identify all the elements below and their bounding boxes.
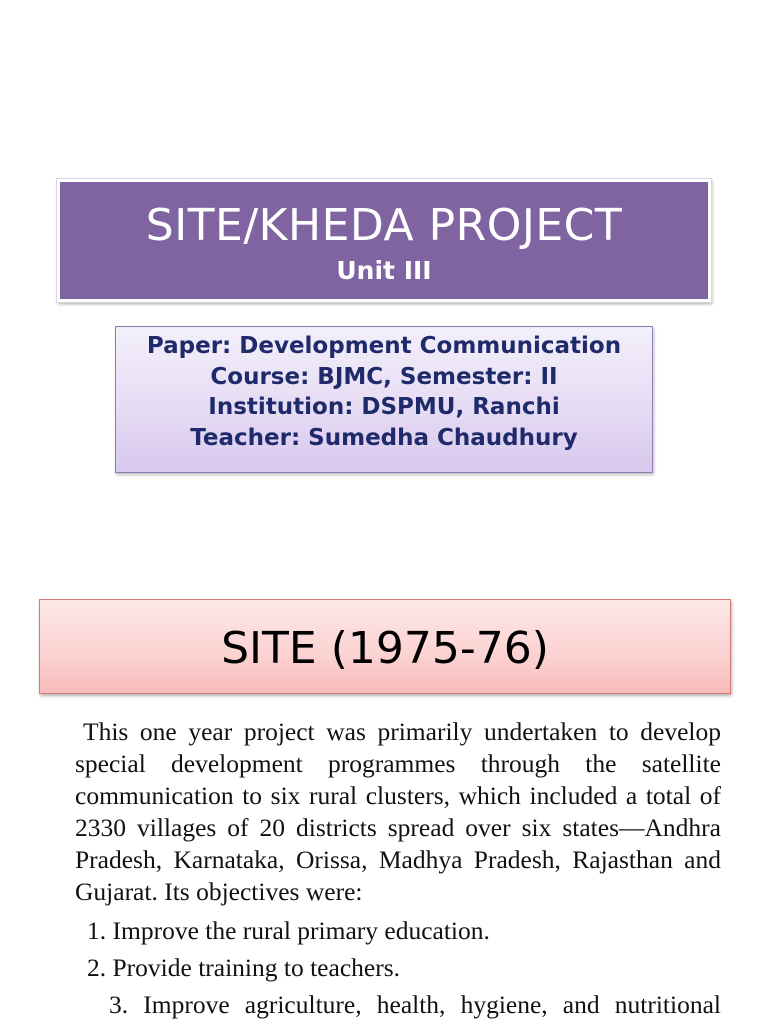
title-banner <box>57 179 711 302</box>
section-heading: SITE (1975-76) <box>221 623 549 674</box>
course-info-box <box>115 326 653 473</box>
teacher-line: Teacher: Sumedha Chaudhury <box>190 424 578 451</box>
institution-line: Institution: DSPMU, Ranchi <box>208 394 560 420</box>
slide-title: SITE/KHEDA PROJECT <box>145 200 623 251</box>
objective-item: 3. Improve agriculture, health, hygiene, and nutritional <box>109 990 721 1019</box>
intro-paragraph: This one year project was primarily undertaken to develop special development programmes through the satellite communication to six rural clusters, which included a total of 2330 villages of 20 districts spread over six states—Andhra Pradesh, Karnataka, Orissa, Madhya Pradesh, Rajasthan and Gujarat. Its objectives were: <box>75 717 721 906</box>
objective-item: 1. Improve the rural primary education. <box>87 916 490 945</box>
objective-item: 2. Provide training to teachers. <box>87 953 400 982</box>
section-heading-banner <box>39 599 731 694</box>
paper-line: Paper: Development Communication <box>146 333 622 359</box>
slide-subtitle: Unit III <box>336 256 432 285</box>
body-paragraph-block <box>75 716 721 908</box>
course-line: Course: BJMC, Semester: II <box>210 363 558 390</box>
